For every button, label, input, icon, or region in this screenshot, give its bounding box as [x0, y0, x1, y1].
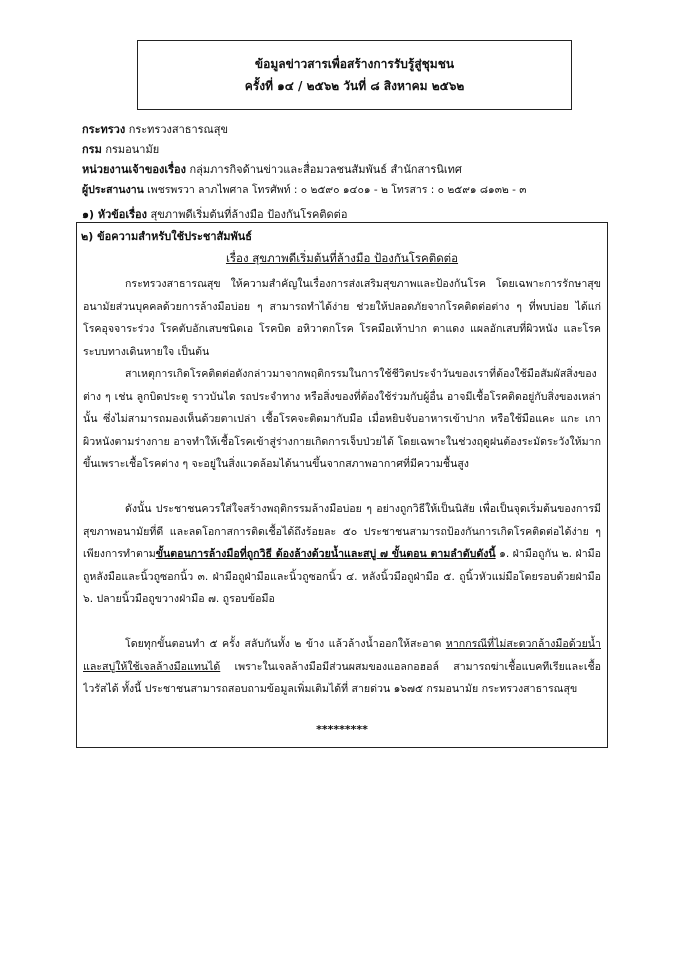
document-title: ข้อมูลข่าวสารเพื่อสร้างการรับรู้สู่ชุมชน	[254, 57, 455, 71]
topic-value: สุขภาพดีเริ่มต้นที่ล้างมือ ป้องกันโรคติดต่อ	[150, 208, 348, 221]
paragraph-1: กระทรวงสาธารณสุข ให้ความสำคัญในเรื่องการส่งเสริมสุขภาพและป้องกันโรค โดยเฉพาะการรักษาสุขอนามัยส่วนบุคคลด้วยการล้างมือบ่อย ๆ สามารถทำได้ง่าย ช่วยให้ปลอดภัยจากโรคติดต่อต่าง ๆ ที่พบบ่อย ได้แก่ โรคอุจจาระร่วง โรคตับอักเสบชนิดเอ โรคบิด อหิวาตกโรค โรคมือเท้าปาก ตาแดง แผลอักเสบที่ผิวหนัง และโรคระบบทางเดินหายใจ เป็นต้น	[83, 278, 601, 358]
pr-box	[76, 222, 608, 748]
issue-line: ครั้งที่ ๑๔ / ๒๕๖๒ วันที่ ๘ สิงหาคม ๒๕๖๒	[244, 79, 465, 93]
department-label: กรม	[82, 143, 102, 156]
topic-label: ๑) หัวข้อเรื่อง	[82, 208, 148, 221]
end-mark: *********	[316, 723, 368, 736]
coordinator-label: ผู้ประสานงาน	[82, 184, 144, 196]
unit-row	[82, 160, 642, 180]
paragraph-4-rest: เพราะในเจลล้างมือมีส่วนผสมของแอลกอฮอล์ สามารถฆ่าเชื้อแบคทีเรียและเชื้อไวรัสได้ ทั้งนี้ ประชาชนสามารถสอบถามข้อมูลเพิ่มเติมได้ที่ สายด่วน ๑๖๗๕ กรมอนามัย กระทรวงสาธารณสุข	[83, 660, 601, 695]
ministry-value: กระทรวงสาธารณสุข	[128, 123, 228, 136]
paragraph-4-intro: โดยทุกขั้นตอนทำ ๕ ครั้ง สลับกันทั้ง ๒ ข้าง แล้วล้างน้ำออกให้สะอาด	[125, 638, 442, 650]
paragraph-2: สาเหตุการเกิดโรคติดต่อดังกล่าวมาจากพฤติกรรมในการใช้ชีวิตประจำวันของเราที่ต้องใช้มือสัมผัสสิ่งของต่าง ๆ เช่น ลูกบิดประตู ราวบันได รถประจำทาง หรือสิ่งของที่ต้องใช้ร่วมกับผู้อื่น อาจมีเชื้อโรคติดอยู่กับสิ่งของเหล่านั้น ซึ่งไม่สามารถมองเห็นด้วยตาเปล่า เชื้อโรคจะติดมากับมือ เมื่อหยิบจับอาหารเข้าปาก หรือใช้มือแคะ แกะ เกาผิวหนังตามร่างกาย อาจทำให้เชื้อโรคเข้าสู่ร่างกายเกิดการเจ็บป่วยได้ โดยเฉพาะในช่วงฤดูฝนต้องระมัดระวังให้มากขึ้นเพราะเชื้อโรคต่าง ๆ จะอยู่ในสิ่งแวดล้อมได้นานขึ้นจากสภาพอากาศที่มีความชื้นสูง	[83, 368, 601, 470]
gel-alternative-emphasis: หากกรณีที่ไม่สะดวกล้างมือด้วยน้ำและสบู่ให้ใช้เจลล้างมือแทนได้	[83, 638, 601, 673]
handwash-steps-emphasis: ขั้นตอนการล้างมือที่ถูกวิธี ต้องล้างด้วยน้ำและสบู่ ๗ ขั้นตอน ตามลำดับดังนี้	[155, 548, 496, 560]
unit-label: หน่วยงานเจ้าของเรื่อง	[82, 163, 186, 176]
department-value: กรมอนามัย	[105, 143, 160, 156]
department-row	[82, 140, 642, 160]
topic-row	[82, 205, 347, 223]
pr-heading: ๒) ข้อความสำหรับใช้ประชาสัมพันธ์	[81, 230, 252, 243]
paragraph-3	[83, 498, 601, 633]
ministry-label: กระทรวง	[82, 123, 126, 136]
paragraph-4	[83, 633, 601, 723]
title-box	[137, 40, 572, 110]
unit-value: กลุ่มภารกิจด้านข่าวและสื่อมวลชนสัมพันธ์ สำนักสารนิเทศ	[189, 163, 462, 176]
coordinator-row	[82, 180, 642, 200]
pr-subject: เรื่อง สุขภาพดีเริ่มต้นที่ล้างมือ ป้องกันโรคติดต่อ	[225, 251, 459, 265]
paragraph-3-intro: ดังนั้น ประชาชนควรใส่ใจสร้างพฤติกรรมล้างมือบ่อย ๆ อย่างถูกวิธีให้เป็นนิสัย เพื่อเป็นจุดเริ่มต้นของการมีสุขภาพอนามัยที่ดี และลดโอกาสการติดเชื้อได้ถึงร้อยละ ๕๐ ประชาชนสามารถป้องกันการเกิดโรคติดต่อได้ง่าย ๆ เพียงการทำตาม	[83, 503, 601, 560]
coordinator-value: เพชรพรวา ลาภไพศาล โทรศัพท์ : ๐ ๒๕๙๐ ๑๔๐๑ - ๒ โทรสาร : ๐ ๒๕๙๑ ๘๑๓๒ - ๓	[147, 184, 527, 196]
ministry-row	[82, 120, 642, 140]
handwash-steps-list: ๑. ฝ่ามือถูกัน ๒. ฝ่ามือถูหลังมือและนิ้วถูซอกนิ้ว ๓. ฝ่ามือถูฝ่ามือและนิ้วถูซอกนิ้ว ๔. หลังนิ้วมือถูฝ่ามือ ๕. ถูนิ้วหัวแม่มือโดยรอบด้วยฝ่ามือ ๖. ปลายนิ้วมือถูขวางฝ่ามือ ๗. ถูรอบข้อมือ	[83, 548, 601, 605]
